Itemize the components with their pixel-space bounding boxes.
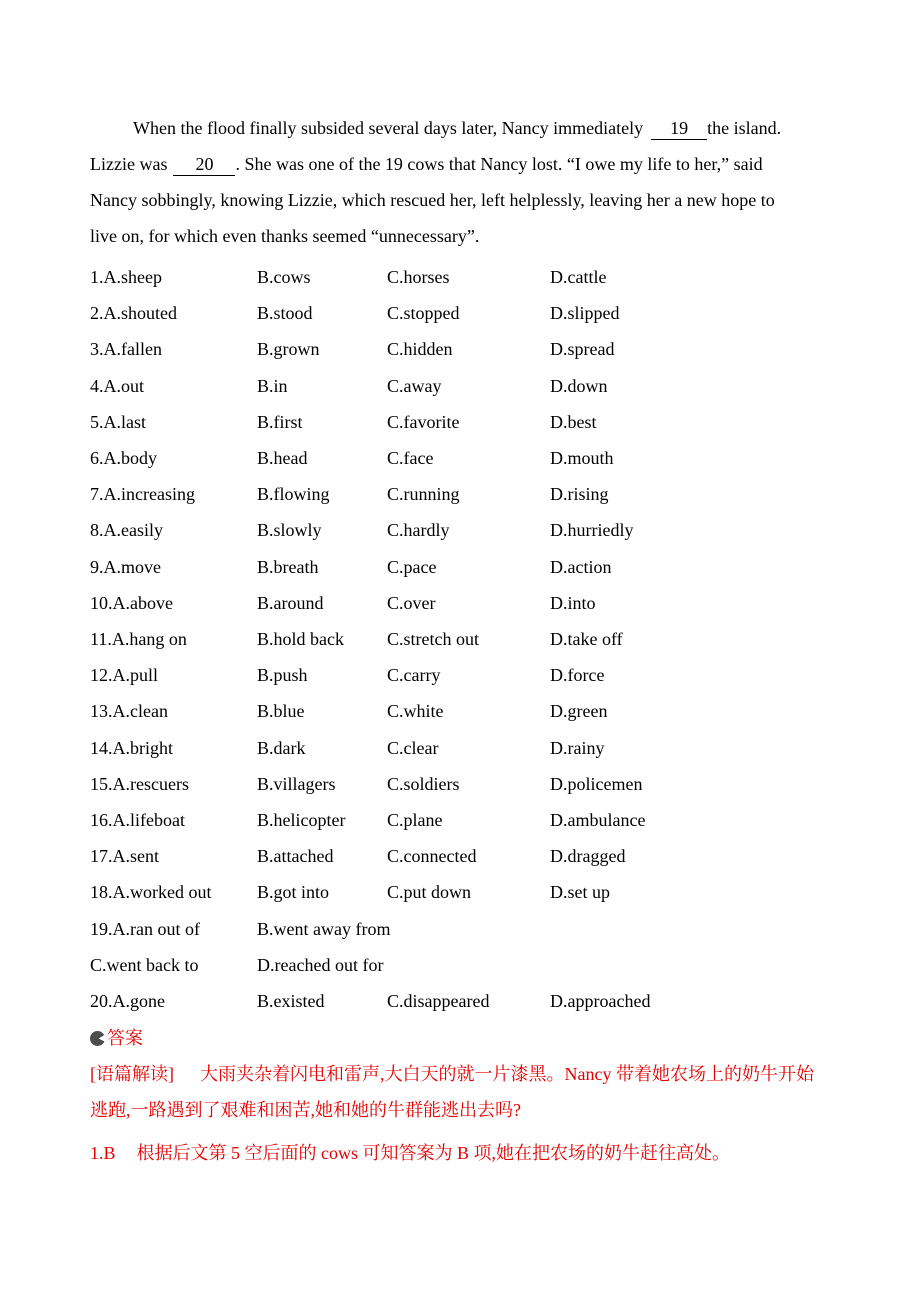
passage-text: When the flood finally subsided several days later, Nancy immediately — [133, 118, 644, 138]
option-cell: D.dragged — [550, 846, 626, 867]
question-row — [90, 512, 826, 548]
option-cell: 17.A.sent — [90, 846, 159, 867]
question-row — [90, 874, 826, 910]
passage-line — [90, 110, 826, 146]
passage-text: live on, for which even thanks seemed “unnecessary”. — [90, 226, 480, 246]
answer-item-text: 根据后文第 5 空后面的 cows 可知答案为 B 项,她在把农场的奶牛赶往高处。 — [136, 1143, 731, 1164]
option-cell: C.away — [387, 375, 442, 396]
question-row — [90, 368, 826, 404]
answer-item — [90, 1135, 826, 1171]
blank-20: 20 — [173, 154, 235, 176]
option-cell: C.white — [387, 701, 444, 722]
question-row — [90, 657, 826, 693]
option-cell: C.face — [387, 448, 434, 469]
option-cell: 20.A.gone — [90, 991, 165, 1012]
analysis-line — [90, 1056, 826, 1092]
question-row — [90, 911, 826, 947]
option-cell: B.helicopter — [257, 810, 346, 831]
option-cell: C.disappeared — [387, 991, 490, 1012]
passage-text: . She was one of the 19 cows that Nancy lost. “I owe my life to her,” said — [235, 154, 763, 174]
answer-header — [90, 1020, 826, 1056]
question-row — [90, 766, 826, 802]
option-cell: D.best — [550, 411, 597, 432]
option-cell: C.pace — [387, 556, 437, 577]
speech-comma-icon — [90, 1031, 105, 1046]
option-cell: B.hold back — [257, 629, 344, 650]
option-cell: 5.A.last — [90, 411, 146, 432]
question-row — [90, 947, 826, 983]
option-cell: 18.A.worked out — [90, 882, 212, 903]
option-cell: B.around — [257, 592, 324, 613]
option-cell: C.over — [387, 592, 436, 613]
option-cell: B.slowly — [257, 520, 322, 541]
question-row — [90, 838, 826, 874]
option-cell: D.hurriedly — [550, 520, 634, 541]
option-cell: D.slipped — [550, 303, 620, 324]
option-cell: B.got into — [257, 882, 330, 903]
passage-text: the island. — [707, 118, 782, 138]
option-cell: 9.A.move — [90, 556, 161, 577]
option-cell: B.flowing — [257, 484, 330, 505]
option-cell: D.policemen — [550, 773, 643, 794]
option-cell: D.spread — [550, 339, 615, 360]
option-cell: C.clear — [387, 737, 439, 758]
option-cell: B.breath — [257, 556, 319, 577]
option-cell: C.soldiers — [387, 773, 460, 794]
option-cell: C.favorite — [387, 411, 460, 432]
option-cell: B.in — [257, 375, 288, 396]
option-cell: B.push — [257, 665, 308, 686]
option-cell — [387, 911, 550, 947]
option-cell: B.blue — [257, 701, 305, 722]
option-cell: B.cows — [257, 267, 311, 287]
option-cell: 13.A.clean — [90, 701, 168, 722]
option-cell: 6.A.body — [90, 448, 157, 469]
option-cell — [550, 947, 826, 983]
analysis-text: 逃跑,一路遇到了艰难和困苦,她和她的牛群能逃出去吗? — [90, 1100, 521, 1121]
option-cell — [387, 947, 550, 983]
question-row — [90, 295, 826, 331]
option-cell: 11.A.hang on — [90, 629, 187, 650]
analysis-line — [90, 1092, 826, 1128]
question-row — [90, 549, 826, 585]
passage-text: Lizzie was — [90, 154, 168, 174]
answers-title: 答案 — [107, 1028, 143, 1049]
question-row — [90, 730, 826, 766]
option-cell: D.set up — [550, 882, 610, 903]
answer-section — [90, 1020, 826, 1171]
option-cell: B.villagers — [257, 773, 336, 794]
option-cell: 12.A.pull — [90, 665, 159, 686]
option-cell: D.green — [550, 701, 608, 722]
option-cell: B.attached — [257, 846, 334, 867]
option-cell: 4.A.out — [90, 375, 144, 396]
option-cell: C.went back to — [90, 954, 199, 975]
option-cell: D.rainy — [550, 737, 605, 758]
option-cell: C.connected — [387, 846, 477, 867]
option-cell: D.approached — [550, 991, 651, 1012]
option-cell: C.put down — [387, 882, 472, 903]
option-cell: D.into — [550, 592, 596, 613]
option-cell: C.stopped — [387, 303, 460, 324]
option-cell: B.went away from — [257, 918, 391, 939]
question-row — [90, 476, 826, 512]
option-cell: 1.A.sheep — [90, 267, 162, 287]
question-row — [90, 693, 826, 729]
option-cell: 16.A.lifeboat — [90, 810, 185, 831]
option-cell: 8.A.easily — [90, 520, 163, 541]
analysis-text: 大雨夹杂着闪电和雷声,大白天的就一片漆黑。Nancy 带着她农场上的奶牛开始 — [200, 1064, 814, 1085]
passage-text: Nancy sobbingly, knowing Lizzie, which rescued her, left helplessly, leaving her a new hope to — [90, 190, 775, 210]
passage-line — [90, 182, 826, 218]
question-row — [90, 404, 826, 440]
question-row — [90, 983, 826, 1019]
option-cell: D.take off — [550, 629, 623, 650]
blank-19: 19 — [651, 118, 707, 140]
option-cell: C.carry — [387, 665, 441, 686]
option-cell: 14.A.bright — [90, 737, 173, 758]
option-cell: D.force — [550, 665, 605, 686]
option-cell: 19.A.ran out of — [90, 918, 200, 939]
question-row — [90, 259, 826, 295]
answer-item-number: 1.B — [90, 1143, 116, 1164]
option-cell: 7.A.increasing — [90, 484, 195, 505]
option-cell: C.running — [387, 484, 460, 505]
option-cell: B.dark — [257, 737, 306, 758]
option-cell: B.existed — [257, 991, 325, 1012]
options-grid — [90, 259, 826, 1019]
option-cell — [550, 911, 826, 947]
option-cell: C.hidden — [387, 339, 453, 360]
option-cell: D.action — [550, 556, 612, 577]
option-cell: D.down — [550, 375, 608, 396]
option-cell: 2.A.shouted — [90, 303, 177, 324]
option-cell: D.rising — [550, 484, 609, 505]
question-row — [90, 331, 826, 367]
option-cell: C.stretch out — [387, 629, 479, 650]
option-cell: 3.A.fallen — [90, 339, 162, 360]
option-cell: D.cattle — [550, 267, 607, 287]
option-cell: B.stood — [257, 303, 313, 324]
option-cell: 15.A.rescuers — [90, 773, 189, 794]
question-row — [90, 585, 826, 621]
option-cell: D.reached out for — [257, 954, 384, 975]
document-content — [90, 110, 826, 1171]
option-cell: 10.A.above — [90, 592, 173, 613]
option-cell: D.mouth — [550, 448, 614, 469]
option-cell: B.first — [257, 411, 303, 432]
question-row — [90, 621, 826, 657]
question-row — [90, 440, 826, 476]
passage-line — [90, 146, 826, 182]
cloze-passage — [90, 110, 826, 254]
option-cell: B.grown — [257, 339, 320, 360]
option-cell: B.head — [257, 448, 308, 469]
question-row — [90, 802, 826, 838]
option-cell: C.horses — [387, 267, 450, 287]
option-cell: C.plane — [387, 810, 443, 831]
option-cell: D.ambulance — [550, 810, 646, 831]
analysis-label: [语篇解读] — [90, 1064, 174, 1085]
option-cell: C.hardly — [387, 520, 450, 541]
passage-line — [90, 218, 826, 254]
